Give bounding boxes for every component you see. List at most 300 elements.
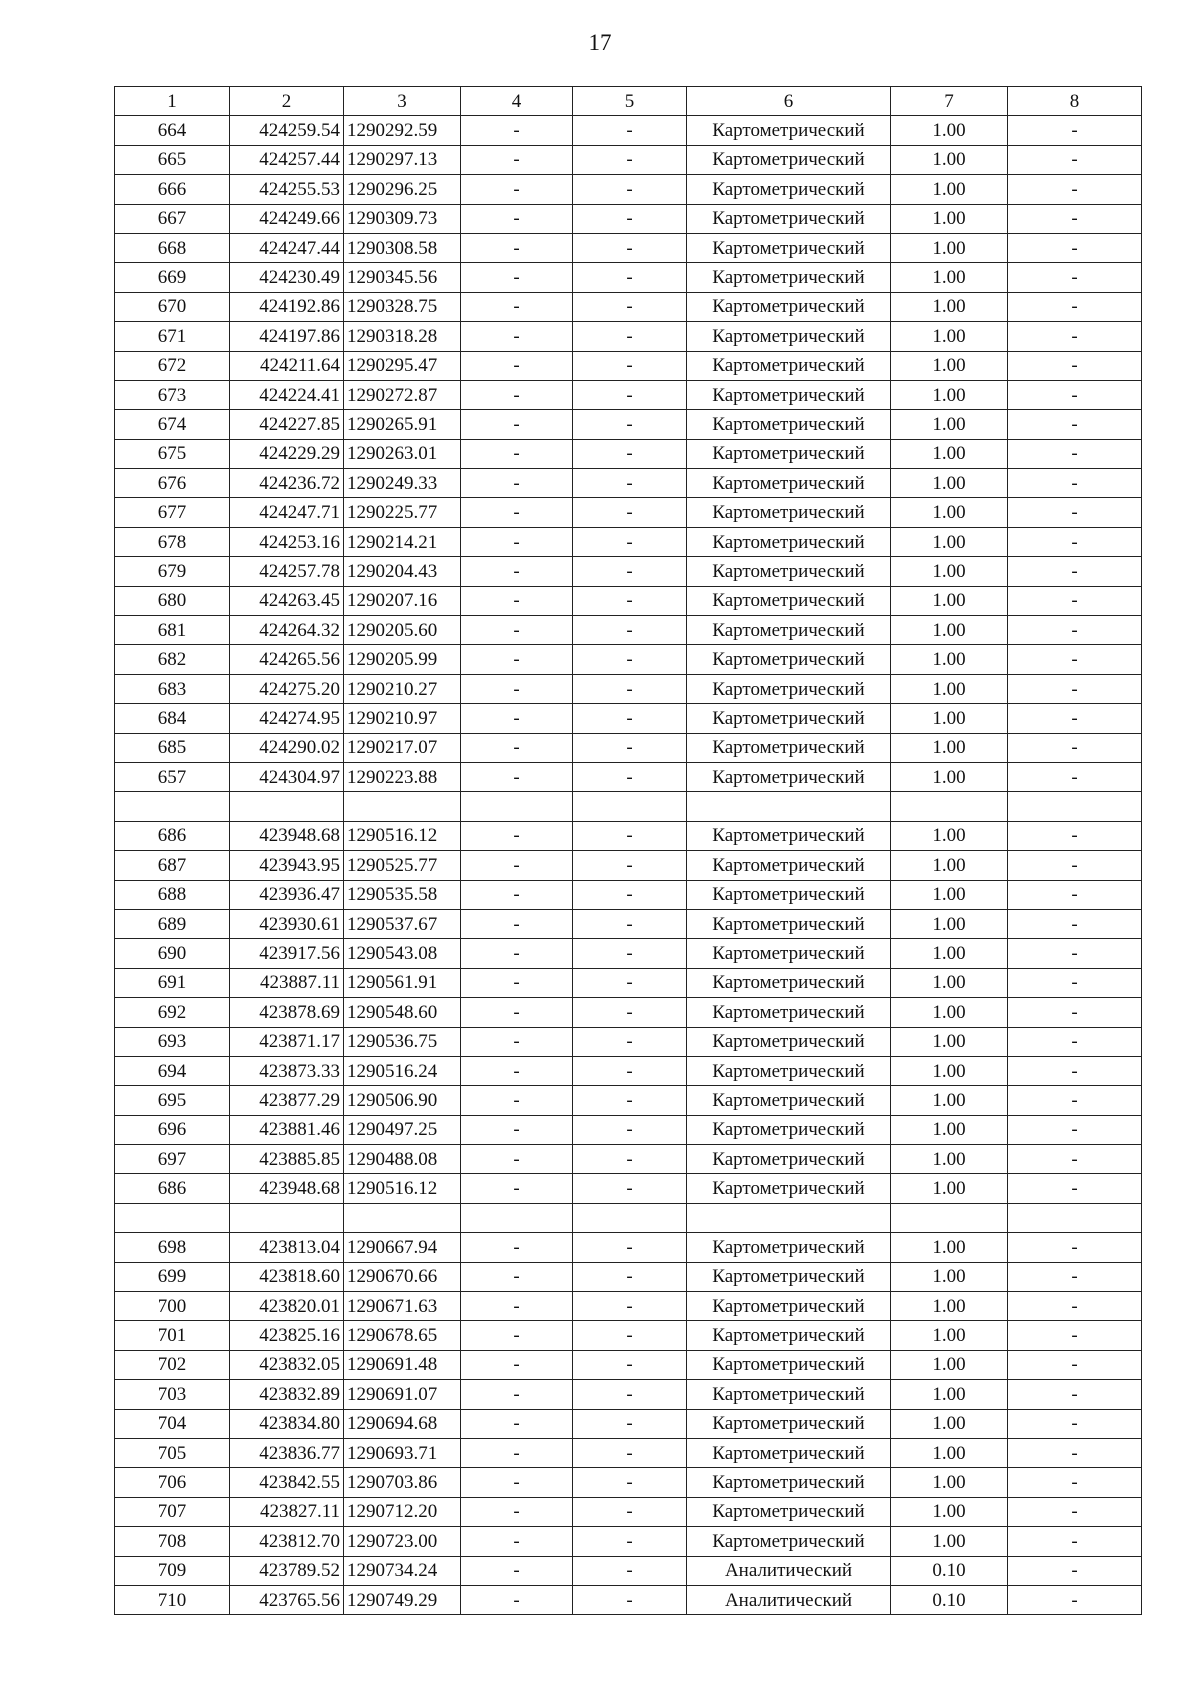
column-5-cell: - <box>573 645 687 674</box>
accuracy-cell: 1.00 <box>891 851 1008 880</box>
y-coordinate-cell: 1290548.60 <box>344 998 461 1027</box>
column-8-cell: - <box>1008 909 1142 938</box>
point-number-cell: 699 <box>115 1262 230 1291</box>
table-row <box>115 1350 1142 1379</box>
column-4-cell: - <box>461 233 573 262</box>
y-coordinate-cell: 1290678.65 <box>344 1321 461 1350</box>
column-8-cell: - <box>1008 821 1142 850</box>
column-4-cell: - <box>461 1468 573 1497</box>
table-row <box>115 233 1142 262</box>
column-8-cell: - <box>1008 762 1142 791</box>
x-coordinate-cell: 423887.11 <box>230 968 344 997</box>
y-coordinate-cell: 1290516.12 <box>344 821 461 850</box>
x-coordinate-cell: 424249.66 <box>230 204 344 233</box>
method-cell: Картометрический <box>687 733 891 762</box>
point-number-cell <box>115 792 230 821</box>
column-5-cell: - <box>573 469 687 498</box>
method-cell: Картометрический <box>687 880 891 909</box>
column-4-cell: - <box>461 1115 573 1144</box>
column-8-cell: - <box>1008 674 1142 703</box>
column-5-cell: - <box>573 322 687 351</box>
column-5-cell: - <box>573 1556 687 1585</box>
accuracy-cell: 1.00 <box>891 909 1008 938</box>
accuracy-cell: 1.00 <box>891 762 1008 791</box>
method-cell: Картометрический <box>687 1468 891 1497</box>
column-5-cell: - <box>573 116 687 145</box>
point-number-cell: 682 <box>115 645 230 674</box>
column-8-cell <box>1008 1203 1142 1232</box>
x-coordinate-cell: 423832.89 <box>230 1380 344 1409</box>
point-number-cell: 667 <box>115 204 230 233</box>
x-coordinate-cell: 424224.41 <box>230 380 344 409</box>
table-row <box>115 469 1142 498</box>
table-row <box>115 1233 1142 1262</box>
method-cell: Картометрический <box>687 851 891 880</box>
column-5-cell: - <box>573 1174 687 1203</box>
column-4-cell: - <box>461 939 573 968</box>
method-cell: Картометрический <box>687 498 891 527</box>
column-8-cell: - <box>1008 116 1142 145</box>
x-coordinate-cell <box>230 1203 344 1232</box>
table-row <box>115 1115 1142 1144</box>
x-coordinate-cell: 424275.20 <box>230 674 344 703</box>
method-cell: Картометрический <box>687 1145 891 1174</box>
accuracy-cell: 1.00 <box>891 1027 1008 1056</box>
column-8-cell: - <box>1008 880 1142 909</box>
accuracy-cell: 1.00 <box>891 1321 1008 1350</box>
column-4-cell: - <box>461 1556 573 1585</box>
column-8-cell: - <box>1008 263 1142 292</box>
column-8-cell: - <box>1008 968 1142 997</box>
x-coordinate-cell: 423827.11 <box>230 1497 344 1526</box>
table-row <box>115 1292 1142 1321</box>
column-header-4: 4 <box>461 87 573 116</box>
column-5-cell: - <box>573 1585 687 1614</box>
accuracy-cell: 1.00 <box>891 1409 1008 1438</box>
y-coordinate-cell: 1290497.25 <box>344 1115 461 1144</box>
table-row <box>115 1497 1142 1526</box>
column-8-cell: - <box>1008 498 1142 527</box>
table-row <box>115 116 1142 145</box>
point-number-cell: 688 <box>115 880 230 909</box>
accuracy-cell: 1.00 <box>891 145 1008 174</box>
y-coordinate-cell: 1290543.08 <box>344 939 461 968</box>
method-cell: Картометрический <box>687 527 891 556</box>
x-coordinate-cell: 424247.44 <box>230 233 344 262</box>
table-row <box>115 557 1142 586</box>
table-row <box>115 263 1142 292</box>
x-coordinate-cell: 424192.86 <box>230 292 344 321</box>
column-5-cell: - <box>573 439 687 468</box>
column-4-cell: - <box>461 116 573 145</box>
accuracy-cell: 1.00 <box>891 704 1008 733</box>
y-coordinate-cell: 1290214.21 <box>344 527 461 556</box>
column-4-cell: - <box>461 322 573 351</box>
accuracy-cell: 1.00 <box>891 175 1008 204</box>
accuracy-cell: 1.00 <box>891 968 1008 997</box>
point-number-cell: 665 <box>115 145 230 174</box>
column-4-cell: - <box>461 821 573 850</box>
method-cell: Картометрический <box>687 469 891 498</box>
table-row <box>115 1438 1142 1467</box>
column-header-5: 5 <box>573 87 687 116</box>
accuracy-cell: 1.00 <box>891 292 1008 321</box>
point-number-cell: 692 <box>115 998 230 1027</box>
table-row <box>115 1145 1142 1174</box>
table-row <box>115 939 1142 968</box>
point-number-cell: 679 <box>115 557 230 586</box>
column-8-cell: - <box>1008 175 1142 204</box>
accuracy-cell: 1.00 <box>891 939 1008 968</box>
accuracy-cell: 1.00 <box>891 821 1008 850</box>
table-row <box>115 322 1142 351</box>
column-8-cell: - <box>1008 439 1142 468</box>
accuracy-cell: 1.00 <box>891 1056 1008 1085</box>
method-cell: Картометрический <box>687 351 891 380</box>
accuracy-cell: 1.00 <box>891 1497 1008 1526</box>
y-coordinate-cell: 1290749.29 <box>344 1585 461 1614</box>
accuracy-cell: 1.00 <box>891 1145 1008 1174</box>
point-number-cell: 698 <box>115 1233 230 1262</box>
point-number-cell: 685 <box>115 733 230 762</box>
method-cell <box>687 792 891 821</box>
column-4-cell: - <box>461 851 573 880</box>
column-5-cell: - <box>573 175 687 204</box>
column-4-cell: - <box>461 1350 573 1379</box>
accuracy-cell: 1.00 <box>891 410 1008 439</box>
accuracy-cell: 1.00 <box>891 1262 1008 1291</box>
method-cell: Картометрический <box>687 1174 891 1203</box>
column-4-cell: - <box>461 557 573 586</box>
column-8-cell: - <box>1008 1174 1142 1203</box>
y-coordinate-cell: 1290225.77 <box>344 498 461 527</box>
table-row <box>115 204 1142 233</box>
table-row <box>115 821 1142 850</box>
x-coordinate-cell <box>230 792 344 821</box>
table-row <box>115 351 1142 380</box>
point-number-cell: 666 <box>115 175 230 204</box>
point-number-cell: 670 <box>115 292 230 321</box>
column-4-cell: - <box>461 380 573 409</box>
column-5-cell: - <box>573 1056 687 1085</box>
table-row <box>115 674 1142 703</box>
method-cell: Картометрический <box>687 674 891 703</box>
column-8-cell: - <box>1008 1321 1142 1350</box>
method-cell: Картометрический <box>687 1380 891 1409</box>
method-cell: Картометрический <box>687 292 891 321</box>
column-4-cell: - <box>461 439 573 468</box>
table-row <box>115 410 1142 439</box>
column-5-cell: - <box>573 880 687 909</box>
x-coordinate-cell: 423825.16 <box>230 1321 344 1350</box>
accuracy-cell: 1.00 <box>891 880 1008 909</box>
column-8-cell: - <box>1008 322 1142 351</box>
column-5-cell: - <box>573 1468 687 1497</box>
column-4-cell: - <box>461 1497 573 1526</box>
point-number-cell: 657 <box>115 762 230 791</box>
point-number-cell: 671 <box>115 322 230 351</box>
method-cell: Картометрический <box>687 1527 891 1556</box>
column-5-cell: - <box>573 1233 687 1262</box>
point-number-cell: 683 <box>115 674 230 703</box>
column-4-cell: - <box>461 645 573 674</box>
point-number-cell: 674 <box>115 410 230 439</box>
point-number-cell <box>115 1203 230 1232</box>
accuracy-cell: 1.00 <box>891 204 1008 233</box>
column-4-cell <box>461 792 573 821</box>
x-coordinate-cell: 424229.29 <box>230 439 344 468</box>
x-coordinate-cell: 423943.95 <box>230 851 344 880</box>
table-header-row <box>115 87 1142 116</box>
table-row <box>115 762 1142 791</box>
y-coordinate-cell: 1290734.24 <box>344 1556 461 1585</box>
column-5-cell: - <box>573 616 687 645</box>
y-coordinate-cell: 1290671.63 <box>344 1292 461 1321</box>
column-4-cell: - <box>461 1174 573 1203</box>
x-coordinate-cell: 423818.60 <box>230 1262 344 1291</box>
table-row <box>115 1056 1142 1085</box>
column-4-cell: - <box>461 998 573 1027</box>
table-row <box>115 880 1142 909</box>
column-8-cell: - <box>1008 1262 1142 1291</box>
method-cell: Картометрический <box>687 645 891 674</box>
point-number-cell: 704 <box>115 1409 230 1438</box>
y-coordinate-cell: 1290249.33 <box>344 469 461 498</box>
x-coordinate-cell: 424247.71 <box>230 498 344 527</box>
column-5-cell: - <box>573 762 687 791</box>
column-8-cell: - <box>1008 586 1142 615</box>
y-coordinate-cell: 1290723.00 <box>344 1527 461 1556</box>
accuracy-cell: 1.00 <box>891 1350 1008 1379</box>
column-5-cell: - <box>573 733 687 762</box>
column-8-cell: - <box>1008 380 1142 409</box>
method-cell: Картометрический <box>687 233 891 262</box>
column-8-cell: - <box>1008 1497 1142 1526</box>
x-coordinate-cell: 423765.56 <box>230 1585 344 1614</box>
x-coordinate-cell: 423820.01 <box>230 1292 344 1321</box>
table-row <box>115 1027 1142 1056</box>
column-header-2: 2 <box>230 87 344 116</box>
table-row <box>115 1409 1142 1438</box>
column-8-cell: - <box>1008 1350 1142 1379</box>
column-8-cell: - <box>1008 645 1142 674</box>
column-4-cell: - <box>461 1262 573 1291</box>
point-number-cell: 675 <box>115 439 230 468</box>
x-coordinate-cell: 423834.80 <box>230 1409 344 1438</box>
point-number-cell: 709 <box>115 1556 230 1585</box>
column-header-1: 1 <box>115 87 230 116</box>
x-coordinate-cell: 423836.77 <box>230 1438 344 1467</box>
point-number-cell: 673 <box>115 380 230 409</box>
accuracy-cell: 1.00 <box>891 616 1008 645</box>
column-4-cell <box>461 1203 573 1232</box>
table-row <box>115 1556 1142 1585</box>
accuracy-cell: 1.00 <box>891 557 1008 586</box>
point-number-cell: 700 <box>115 1292 230 1321</box>
method-cell: Картометрический <box>687 1233 891 1262</box>
point-number-cell: 669 <box>115 263 230 292</box>
column-4-cell: - <box>461 1585 573 1614</box>
column-4-cell: - <box>461 145 573 174</box>
column-8-cell: - <box>1008 1292 1142 1321</box>
method-cell: Картометрический <box>687 968 891 997</box>
method-cell: Картометрический <box>687 762 891 791</box>
column-5-cell: - <box>573 1115 687 1144</box>
column-5-cell: - <box>573 1350 687 1379</box>
y-coordinate-cell: 1290535.58 <box>344 880 461 909</box>
column-4-cell: - <box>461 968 573 997</box>
y-coordinate-cell: 1290712.20 <box>344 1497 461 1526</box>
accuracy-cell: 1.00 <box>891 322 1008 351</box>
y-coordinate-cell: 1290204.43 <box>344 557 461 586</box>
accuracy-cell: 1.00 <box>891 1468 1008 1497</box>
point-number-cell: 707 <box>115 1497 230 1526</box>
accuracy-cell: 1.00 <box>891 586 1008 615</box>
y-coordinate-cell: 1290667.94 <box>344 1233 461 1262</box>
column-8-cell: - <box>1008 557 1142 586</box>
y-coordinate-cell: 1290263.01 <box>344 439 461 468</box>
point-number-cell: 676 <box>115 469 230 498</box>
column-8-cell: - <box>1008 410 1142 439</box>
y-coordinate-cell: 1290265.91 <box>344 410 461 439</box>
point-number-cell: 703 <box>115 1380 230 1409</box>
x-coordinate-cell: 424257.44 <box>230 145 344 174</box>
y-coordinate-cell: 1290670.66 <box>344 1262 461 1291</box>
x-coordinate-cell: 423789.52 <box>230 1556 344 1585</box>
column-5-cell: - <box>573 204 687 233</box>
column-8-cell: - <box>1008 1585 1142 1614</box>
table-spacer-row <box>115 1203 1142 1232</box>
point-number-cell: 668 <box>115 233 230 262</box>
method-cell: Картометрический <box>687 380 891 409</box>
column-8-cell: - <box>1008 616 1142 645</box>
column-8-cell: - <box>1008 204 1142 233</box>
column-4-cell: - <box>461 410 573 439</box>
method-cell: Картометрический <box>687 557 891 586</box>
page-number: 17 <box>588 30 612 55</box>
x-coordinate-cell: 424255.53 <box>230 175 344 204</box>
column-5-cell: - <box>573 939 687 968</box>
method-cell: Картометрический <box>687 704 891 733</box>
accuracy-cell: 1.00 <box>891 527 1008 556</box>
point-number-cell: 705 <box>115 1438 230 1467</box>
table-row <box>115 1380 1142 1409</box>
table-row <box>115 292 1142 321</box>
x-coordinate-cell: 423878.69 <box>230 998 344 1027</box>
y-coordinate-cell: 1290506.90 <box>344 1086 461 1115</box>
x-coordinate-cell: 423917.56 <box>230 939 344 968</box>
method-cell: Картометрический <box>687 616 891 645</box>
column-5-cell <box>573 1203 687 1232</box>
method-cell: Картометрический <box>687 175 891 204</box>
accuracy-cell: 0.10 <box>891 1585 1008 1614</box>
column-4-cell: - <box>461 616 573 645</box>
table-row <box>115 586 1142 615</box>
x-coordinate-cell: 423948.68 <box>230 821 344 850</box>
table-row <box>115 1321 1142 1350</box>
accuracy-cell: 1.00 <box>891 1115 1008 1144</box>
column-header-7: 7 <box>891 87 1008 116</box>
column-5-cell: - <box>573 380 687 409</box>
point-number-cell: 680 <box>115 586 230 615</box>
column-4-cell: - <box>461 1086 573 1115</box>
column-4-cell: - <box>461 1233 573 1262</box>
column-5-cell: - <box>573 1145 687 1174</box>
column-5-cell: - <box>573 1438 687 1467</box>
table-body <box>115 116 1142 1615</box>
table-row <box>115 527 1142 556</box>
x-coordinate-cell: 423885.85 <box>230 1145 344 1174</box>
table-row <box>115 1585 1142 1614</box>
column-5-cell: - <box>573 292 687 321</box>
y-coordinate-cell: 1290296.25 <box>344 175 461 204</box>
x-coordinate-cell: 423930.61 <box>230 909 344 938</box>
point-number-cell: 693 <box>115 1027 230 1056</box>
accuracy-cell: 1.00 <box>891 498 1008 527</box>
table-row <box>115 498 1142 527</box>
column-8-cell: - <box>1008 939 1142 968</box>
column-4-cell: - <box>461 292 573 321</box>
accuracy-cell: 1.00 <box>891 351 1008 380</box>
column-8-cell: - <box>1008 733 1142 762</box>
table-row <box>115 175 1142 204</box>
method-cell: Картометрический <box>687 1086 891 1115</box>
column-8-cell: - <box>1008 1468 1142 1497</box>
column-5-cell: - <box>573 704 687 733</box>
point-number-cell: 695 <box>115 1086 230 1115</box>
column-8-cell: - <box>1008 1527 1142 1556</box>
x-coordinate-cell: 423813.04 <box>230 1233 344 1262</box>
column-5-cell: - <box>573 909 687 938</box>
column-4-cell: - <box>461 674 573 703</box>
column-8-cell: - <box>1008 1438 1142 1467</box>
y-coordinate-cell <box>344 792 461 821</box>
x-coordinate-cell: 423877.29 <box>230 1086 344 1115</box>
accuracy-cell: 1.00 <box>891 233 1008 262</box>
accuracy-cell: 1.00 <box>891 1233 1008 1262</box>
column-5-cell: - <box>573 1497 687 1526</box>
column-header-6: 6 <box>687 87 891 116</box>
method-cell: Картометрический <box>687 1056 891 1085</box>
table-row <box>115 616 1142 645</box>
y-coordinate-cell: 1290561.91 <box>344 968 461 997</box>
accuracy-cell: 1.00 <box>891 469 1008 498</box>
table-row <box>115 1086 1142 1115</box>
accuracy-cell: 1.00 <box>891 380 1008 409</box>
column-4-cell: - <box>461 1027 573 1056</box>
table-row <box>115 1527 1142 1556</box>
column-5-cell: - <box>573 1527 687 1556</box>
y-coordinate-cell: 1290205.60 <box>344 616 461 645</box>
y-coordinate-cell: 1290205.99 <box>344 645 461 674</box>
accuracy-cell: 1.00 <box>891 674 1008 703</box>
point-number-cell: 702 <box>115 1350 230 1379</box>
column-4-cell: - <box>461 175 573 204</box>
y-coordinate-cell: 1290691.07 <box>344 1380 461 1409</box>
point-number-cell: 691 <box>115 968 230 997</box>
x-coordinate-cell: 423832.05 <box>230 1350 344 1379</box>
column-8-cell: - <box>1008 233 1142 262</box>
x-coordinate-cell: 424236.72 <box>230 469 344 498</box>
column-8-cell: - <box>1008 145 1142 174</box>
x-coordinate-cell: 424290.02 <box>230 733 344 762</box>
column-8-cell: - <box>1008 292 1142 321</box>
column-4-cell: - <box>461 704 573 733</box>
point-number-cell: 678 <box>115 527 230 556</box>
point-number-cell: 664 <box>115 116 230 145</box>
point-number-cell: 706 <box>115 1468 230 1497</box>
accuracy-cell <box>891 1203 1008 1232</box>
